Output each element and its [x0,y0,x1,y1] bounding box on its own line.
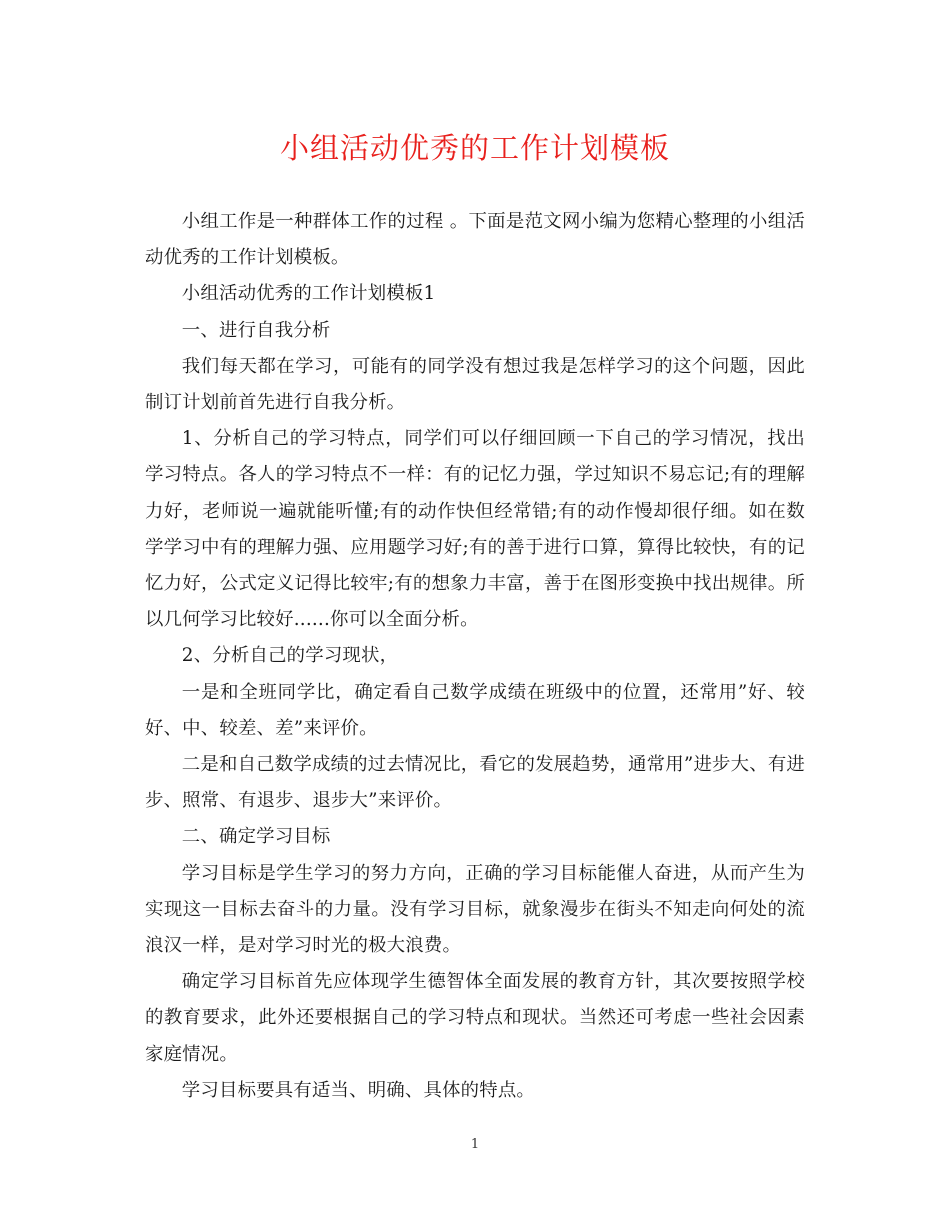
paragraph-intro: 小组工作是一种群体工作的过程 。下面是范文网小编为您精心整理的小组活动优秀的工作计划模板。 [145,211,805,269]
paragraph: 我们每天都在学习，可能有的同学没有想过我是怎样学习的这个问题，因此制订计划前首先进行自我分析。 [145,355,805,414]
paragraph: 二是和自己数学成绩的过去情况比，看它的发展趋势，通常用”进步大、有进步、照常、有退步、退步大”来评价。 [145,754,805,812]
paragraph: 学习目标是学生学习的努力方向，正确的学习目标能催人奋进，从而产生为实现这一目标去奋斗的力量。没有学习目标，就象漫步在街头不知走向何处的流浪汉一样，是对学习时光的极大浪费。 [145,862,805,957]
paragraph: 一是和全班同学比，确定看自己数学成绩在班级中的位置，还常用”好、较好、中、较差、差”来评价。 [145,681,805,739]
document-body [145,204,805,1109]
paragraph: 确定学习目标首先应体现学生德智体全面发展的教育方针，其次要按照学校的教育要求，此外还要根据自己的学习特点和现状。当然还可考虑一些社会因素家庭情况。 [145,971,805,1065]
paragraph: 学习目标要具有适当、明确、具体的特点。 [181,1079,536,1101]
paragraph: 2、分析自己的学习现状， [181,645,399,667]
paragraph-section-heading: 小组活动优秀的工作计划模板1 [181,283,436,305]
paragraph-heading-goals: 二、确定学习目标 [181,826,331,848]
paragraph: 1、分析自己的学习特点，同学们可以仔细回顾一下自己的学习情况，找出学习特点。各人的学习特点不一样：有的记忆力强，学过知识不易忘记;有的理解力好，老师说一遍就能听懂;有的动作快但经常错;有的动作慢却很仔细。如在数学学习中有的理解力强、应用题学习好;有的善于进行口算，算得比较快，有的记忆力好，公式定义记得比较牢;有的想象力丰富，善于在图形变换中找出规律。所以几何学习比较好......你可以全面分析。 [145,428,805,631]
document-title: 小组活动优秀的工作计划模板 [279,131,670,165]
paragraph-heading-self-analysis: 一、进行自我分析 [181,319,331,341]
page-number: 1 [470,1137,480,1152]
